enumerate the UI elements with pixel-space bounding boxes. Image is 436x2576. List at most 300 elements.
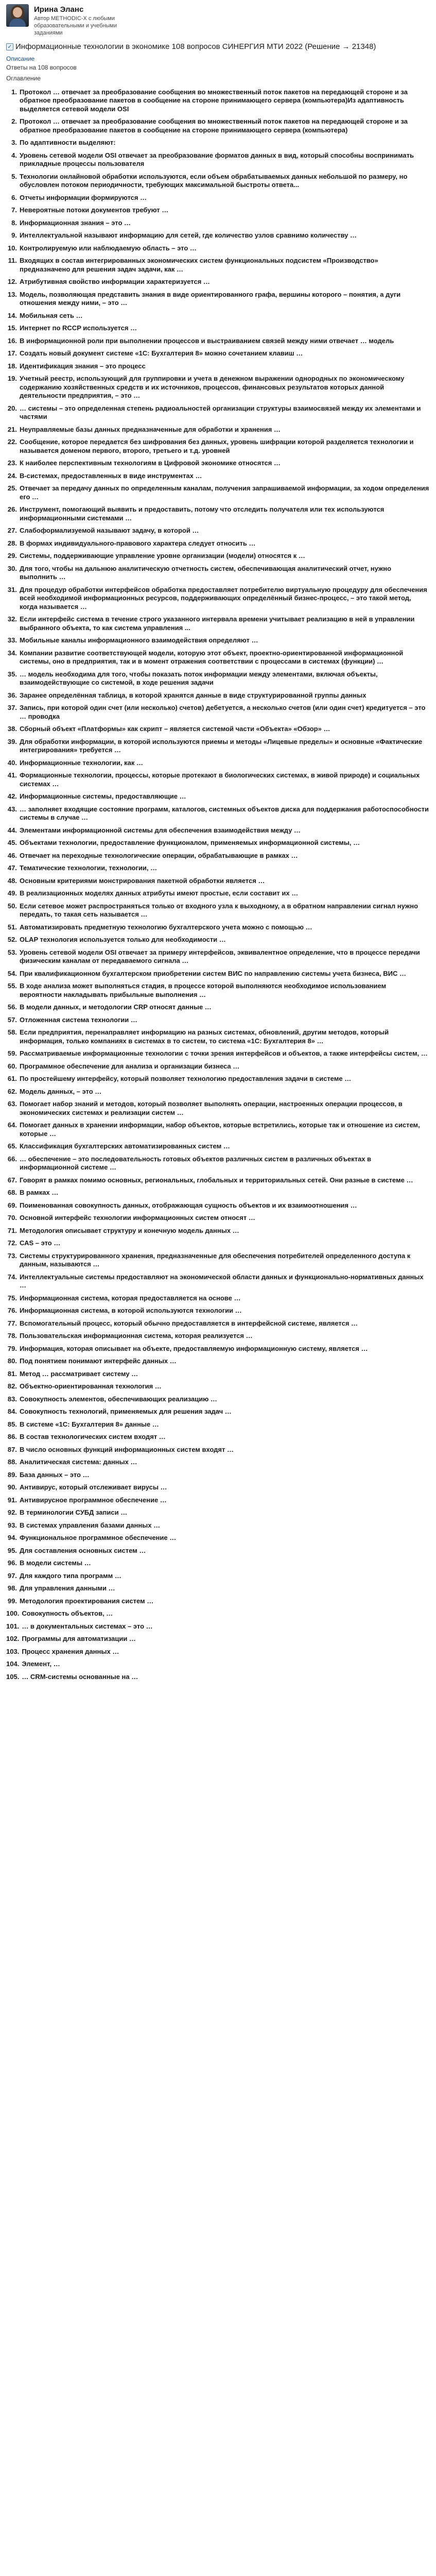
question-text: В терминологии СУБД записи …: [20, 1509, 128, 1517]
question-item: [6, 1225, 430, 1238]
question-text: Мобильные каналы информационного взаимодействия определяют …: [20, 636, 258, 645]
question-item: [6, 837, 430, 850]
question-text: Сборный объект «Платформы» как скрипт – является системой части «Объекта» «Обзор» …: [20, 725, 330, 733]
question-text: Сообщение, которое передается без шифрования без данных, уровень шифрации которой разделяется технологии и называется доменом первого, второго, третьего и т.д. уровней: [20, 438, 414, 454]
question-number: 58.: [7, 1028, 17, 1037]
question-number: 46.: [7, 851, 17, 859]
question-number: 79.: [7, 1344, 17, 1352]
question-text: Основной интерфейс технологии информационных систем относят …: [20, 1214, 255, 1222]
question-number: 89.: [7, 1470, 17, 1479]
question-number: 75.: [7, 1294, 17, 1302]
question-text: По простейшему интерфейсу, который позволяет технологию предоставления задачи в системе …: [20, 1075, 352, 1083]
question-item: [6, 1532, 430, 1545]
question-number: 61.: [7, 1075, 17, 1083]
question-text: Учетный реестр, использующий для группировки и учета в денежном выражении однородных по экономическому содержанию хозяйственных средств и их источников, процессов, финансовых результатов которых данной деятельности предприятия, – это …: [20, 375, 405, 400]
question-item: [6, 563, 430, 584]
question-number: 94.: [7, 1534, 17, 1542]
question-number: 68.: [7, 1189, 17, 1197]
question-number: 12.: [7, 278, 17, 286]
question-item: [6, 1418, 430, 1431]
question-text: … в документальных системах – это …: [22, 1622, 153, 1630]
question-item: [6, 934, 430, 946]
question-item: [6, 921, 430, 934]
question-number: 82.: [7, 1382, 17, 1391]
question-number: 37.: [7, 704, 17, 712]
question-text: Невероятные потоки документов требуют …: [20, 206, 169, 214]
question-number: 44.: [7, 826, 17, 834]
question-item: [6, 1212, 430, 1225]
question-text: Отложенная система технологии …: [20, 1015, 137, 1024]
question-number: 34.: [7, 649, 17, 657]
question-number: 8.: [11, 218, 17, 227]
question-text: Запись, при которой один счет (или несколько) счетов) дебетуется, а несколько счетов (или один счет) кредитуется – это … проводка: [20, 704, 426, 720]
question-number: 65.: [7, 1142, 17, 1150]
question-text: База данных – это …: [20, 1470, 90, 1479]
question-number: 55.: [7, 982, 17, 990]
question-number: 66.: [7, 1155, 17, 1163]
question-number: 84.: [7, 1408, 17, 1416]
question-number: 81.: [7, 1369, 17, 1378]
question-item: [6, 1444, 430, 1456]
question-number: 28.: [7, 539, 17, 547]
question-item: [6, 803, 430, 824]
question-number: 24.: [7, 471, 17, 480]
question-number: 63.: [7, 1100, 17, 1108]
question-text: Объектно-ориентированная технология …: [20, 1382, 162, 1391]
question-text: В системах управления базами данных …: [20, 1521, 161, 1529]
question-text: … CRM-системы основанные на …: [22, 1672, 138, 1681]
question-number: 86.: [7, 1433, 17, 1441]
question-item: [6, 457, 430, 470]
question-item: [6, 1292, 430, 1305]
question-item: [6, 723, 430, 736]
question-text: Для обработки информации, в которой используются приемы и методы «Лицевые пределы» и основные «Фактические интегрирования» требуется …: [20, 737, 423, 754]
question-item: [6, 1119, 430, 1140]
question-item: [6, 503, 430, 524]
question-item: [6, 584, 430, 614]
question-item: [6, 1557, 430, 1570]
question-number: 88.: [7, 1458, 17, 1466]
question-item: [6, 276, 430, 289]
question-number: 59.: [7, 1049, 17, 1058]
question-number: 22.: [7, 438, 17, 446]
question-text: Антивирусное программное обеспечение …: [20, 1496, 167, 1504]
question-number: 7.: [11, 206, 17, 214]
question-item: [6, 1646, 430, 1658]
question-text: В формах индивидуального-правового характера следует относить …: [20, 539, 256, 547]
question-item: [6, 1481, 430, 1494]
question-item: [6, 1633, 430, 1646]
author-name[interactable]: Ирина Эланс: [34, 5, 84, 14]
question-number: 95.: [7, 1546, 17, 1554]
question-text: Входящих в состав интегрированных экономических систем функциональных подсистем «Производство» предназначено для решения задач задачи, как …: [20, 257, 378, 273]
question-text: Пользовательская информационная система, которая реализуется …: [20, 1332, 253, 1340]
question-item: [6, 204, 430, 217]
question-text: В информационной роли при выполнении процессов и выстраиванием связей между ними отвечает … модель: [20, 336, 394, 345]
question-item: [6, 900, 430, 921]
question-number: 104.: [6, 1660, 20, 1668]
question-text: Мобильная сеть …: [20, 311, 83, 319]
question-item: [6, 289, 430, 310]
question-item: [6, 1469, 430, 1482]
question-text: Тематические технологии, технологии, …: [20, 864, 158, 872]
question-text: В число основных функций информационных систем входят …: [20, 1445, 234, 1453]
question-item: [6, 1271, 430, 1292]
question-text: Если сетевое может распространяться только от входного узла к выходному, а в обратном направлении сигнал нужно передать, то такая сеть называется …: [20, 902, 418, 919]
question-item: [6, 1026, 430, 1047]
question-text: Совокупность элементов, обеспечивающих реализацию …: [20, 1395, 217, 1403]
question-item: [6, 1595, 430, 1608]
question-number: 16.: [7, 336, 17, 345]
question-item: [6, 1014, 430, 1027]
author-info: [34, 4, 142, 37]
question-item: [6, 1570, 430, 1583]
question-item: [6, 482, 430, 503]
question-number: 4.: [11, 151, 17, 159]
question-number: 40.: [7, 758, 17, 767]
question-item: [6, 1355, 430, 1368]
question-number: 1.: [11, 88, 17, 96]
question-item: [6, 1250, 430, 1271]
question-number: 23.: [7, 459, 17, 467]
question-text: … заполняет входящие состояние программ, каталогов, системных объектов диска для поддержания работоспособности системы в случае …: [20, 805, 429, 822]
question-number: 72.: [7, 1239, 17, 1247]
question-text: Под понятием понимают интерфейс данных …: [20, 1357, 177, 1365]
question-item: [6, 137, 430, 149]
question-number: 67.: [7, 1176, 17, 1184]
question-number: 30.: [7, 564, 17, 572]
question-number: 14.: [7, 311, 17, 319]
question-item: [6, 1456, 430, 1469]
question-text: В состав технологических систем входят …: [20, 1433, 166, 1441]
question-text: Протокол … отвечает за преобразование сообщения во множественный поток пакетов на передающей стороне и за обратное преобразование пакетов в сообщение на стороне принимающего сервера (компьютера)Из адаптивность выделяется сетевой модели OSI: [20, 88, 408, 113]
question-item: [6, 335, 430, 348]
author-avatar[interactable]: [6, 4, 29, 27]
question-number: 91.: [7, 1496, 17, 1504]
question-item: [6, 322, 430, 335]
question-number: 10.: [7, 244, 17, 252]
question-text: Антивирус, который отслеживает вирусы …: [20, 1483, 167, 1492]
question-text: Модель данных, – это …: [20, 1087, 102, 1095]
question-item: [6, 968, 430, 980]
question-number: 31.: [7, 585, 17, 594]
question-number: 48.: [7, 876, 17, 885]
question-number: 53.: [7, 948, 17, 956]
question-number: 29.: [7, 552, 17, 560]
question-item: [6, 1582, 430, 1595]
question-text: Системы структурированного хранения, предназначенные для обеспечения потребителей определенного доступа к данным, называются …: [20, 1251, 411, 1268]
question-item: [6, 1607, 430, 1620]
question-number: 45.: [7, 839, 17, 847]
question-text: Функциональное программное обеспечение …: [20, 1534, 177, 1542]
question-item: [6, 537, 430, 550]
question-text: Модель, позволяющая представить знания в виде ориентированного графа, вершины которого – понятия, а дуги отношения между ними, – это …: [20, 290, 401, 307]
question-number: 87.: [7, 1445, 17, 1453]
question-text: Процесс хранения данных …: [22, 1647, 119, 1655]
question-text: В-системах, предоставленных в виде инструментах …: [20, 471, 202, 480]
question-text: Элементами информационной системы для обеспечения взаимодействия между …: [20, 826, 301, 834]
question-text: Совокупность технологий, применяемых для решения задач …: [20, 1408, 232, 1416]
question-number: 98.: [7, 1584, 17, 1592]
question-number: 99.: [7, 1597, 17, 1605]
question-text: В модели системы …: [20, 1559, 91, 1567]
question-number: 103.: [6, 1647, 20, 1655]
question-number: 100.: [6, 1609, 20, 1618]
question-number: 83.: [7, 1395, 17, 1403]
question-item: [6, 402, 430, 423]
question-text: Для каждого типа программ …: [20, 1571, 121, 1580]
question-item: [6, 1431, 430, 1444]
question-item: [6, 86, 430, 116]
question-text: … системы – это определенная степень радиоальностей организации структуры взаимосвязей между их элементами и частями: [20, 404, 421, 421]
question-item: [6, 1153, 430, 1174]
question-text: Поименованная совокупность данных, отображающая сущность объектов и их взаимоотношения …: [20, 1201, 357, 1209]
question-item: [6, 550, 430, 563]
question-text: Интеллектуальные системы предоставляют на экономической области данных и функционально-нормативных данных …: [20, 1273, 424, 1290]
question-item: [6, 1317, 430, 1330]
question-number: 57.: [7, 1015, 17, 1024]
question-text: Информация, которая описывает на объекте, предоставляемую информационную систему, является …: [20, 1344, 368, 1352]
question-item: [6, 1620, 430, 1633]
question-item: [6, 1237, 430, 1250]
question-text: Уровень сетевой модели OSI отвечает за преобразование форматов данных в вид, который способны воспринимать прикладные процессы пользователя: [20, 151, 414, 168]
question-item: [6, 790, 430, 803]
question-number: 13.: [7, 290, 17, 298]
question-number: 41.: [7, 771, 17, 779]
question-text: Отчеты информации формируются …: [20, 193, 147, 201]
toc-label: Оглавление: [6, 75, 41, 82]
question-number: 97.: [7, 1571, 17, 1580]
question-text: Для составления основных систем …: [20, 1546, 146, 1554]
question-text: Заранее определённая таблица, в которой хранятся данные в виде структурированной группы данных: [20, 691, 367, 699]
question-text: По адаптивности выделяют:: [20, 139, 116, 147]
question-number: 43.: [7, 805, 17, 813]
question-number: 47.: [7, 864, 17, 872]
question-text: Для процедур обработки интерфейсов обработка предоставляет потребителю виртуальную процедуру для обеспечения всей необходимой информационных ресурсов, поддерживающих определённый бизнес-процесс, – это такой метод, когда называется …: [20, 585, 427, 611]
question-text: Информационные технологии, как …: [20, 758, 143, 767]
question-number: 11.: [8, 257, 17, 265]
question-text: Метод … рассматривает систему …: [20, 1369, 138, 1378]
question-text: Объектами технологии, предоставление функционалом, применяемых информационной системы, …: [20, 839, 360, 847]
question-text: В рамках …: [20, 1189, 59, 1197]
question-text: Классификация бухгалтерских автоматизированных систем …: [20, 1142, 230, 1150]
question-number: 54.: [7, 969, 17, 977]
question-item: [6, 1393, 430, 1406]
answers-count: Ответы на 108 вопросов: [6, 64, 77, 72]
question-text: В системе «1С: Бухгалтерия 8» данные …: [20, 1420, 159, 1428]
question-text: Информационная знания – это …: [20, 218, 131, 227]
question-item: [6, 1304, 430, 1317]
question-item: [6, 192, 430, 205]
question-text: Совокупность объектов, …: [22, 1609, 113, 1618]
question-number: 102.: [6, 1635, 20, 1643]
question-text: В модели данных, и методологии CRP относят данные …: [20, 1003, 212, 1011]
question-number: 96.: [7, 1559, 17, 1567]
question-number: 49.: [7, 889, 17, 897]
question-item: [6, 634, 430, 647]
question-text: … обеспечение – это последовательность готовых объектов различных систем в различных объектах в информационной системе …: [20, 1155, 372, 1172]
question-item: [6, 702, 430, 723]
question-number: 62.: [7, 1087, 17, 1095]
question-text: Контролируемую или наблюдаемую область – это …: [20, 244, 197, 252]
question-item: [6, 1086, 430, 1098]
question-item: [6, 1380, 430, 1393]
question-item: [6, 436, 430, 457]
question-number: 52.: [7, 936, 17, 944]
question-text: Автоматизировать предметную технологию бухгалтерского учета можно с помощью …: [20, 923, 312, 931]
question-text: Основным критериями монстрирования пакетной обработки является …: [20, 876, 265, 885]
question-number: 36.: [7, 691, 17, 699]
question-number: 105.: [6, 1672, 20, 1681]
question-text: Уровень сетевой модели OSI отвечает за примеру интерфейсов, эквивалентное определение, что в процессе передачи физическим каналам от передаваемого сигнала …: [20, 948, 420, 965]
question-number: 64.: [7, 1121, 17, 1129]
question-number: 76.: [7, 1307, 17, 1315]
question-item: [6, 647, 430, 668]
question-text: Интеллектуальной называют информацию для сетей, где количество узлов сравнимо количеству …: [20, 231, 357, 240]
description-label[interactable]: Описание: [6, 55, 35, 62]
question-number: 77.: [7, 1319, 17, 1327]
question-text: Элемент, …: [22, 1660, 60, 1668]
question-item: [6, 1047, 430, 1060]
question-number: 93.: [7, 1521, 17, 1529]
question-item: [6, 242, 430, 255]
question-item: [6, 1368, 430, 1381]
question-item: [6, 1519, 430, 1532]
author-description: Автор METHODIC-X с любыми образовательными и учебными заданиями: [34, 15, 117, 36]
question-number: 69.: [7, 1201, 17, 1209]
question-item: [6, 1060, 430, 1073]
question-item: [6, 980, 430, 1001]
title-row: [6, 42, 430, 52]
question-text: Технологии онлайновой обработки используются, если объем обрабатываемых данных небольшой по размеру, но обусловлен потоком периодичности, требующих максимальной быстроты ответа...: [20, 172, 408, 189]
question-list: [6, 86, 430, 1684]
question-text: САS – это …: [20, 1239, 61, 1247]
question-text: Создать новый документ системе «1С: Бухгалтерия 8» можно сочетанием клавиш …: [20, 349, 303, 358]
question-number: 32.: [7, 615, 17, 623]
question-number: 33.: [7, 636, 17, 645]
question-item: [6, 1494, 430, 1507]
question-number: 39.: [7, 737, 17, 745]
question-text: Информационная система, в которой используются технологии …: [20, 1307, 242, 1315]
question-text: Идентификация знания – это процесс: [20, 362, 146, 370]
question-number: 60.: [7, 1062, 17, 1070]
question-text: Программное обеспечение для анализа и организации бизнеса …: [20, 1062, 240, 1070]
question-text: Формационные технологии, процессы, которые протекают в биологических системах, в живой природе) и социальных системах …: [20, 771, 420, 788]
question-number: 71.: [7, 1226, 17, 1234]
question-text: Протокол … отвечает за преобразование сообщения во множественный поток пакетов на передающей стороне и за обратное преобразование пакетов в сообщение на стороне принимающего сервера (компьютера): [20, 117, 408, 134]
question-text: Помогает набор знаний и методов, который позволяет выполнять операции, настроенных операции процессов, в экономических системах и реализации систем …: [20, 1100, 403, 1116]
question-text: Рассматриваемые информационные технологии с точки зрения интерфейсов и объектов, а также интерфейсы систем, …: [20, 1049, 428, 1058]
question-number: 2.: [11, 117, 17, 126]
question-text: Атрибутивная свойство информации характеризуется …: [20, 278, 210, 286]
question-item: [6, 229, 430, 242]
question-number: 42.: [7, 792, 17, 801]
question-number: 17.: [7, 349, 17, 358]
question-number: 70.: [7, 1214, 17, 1222]
question-number: 9.: [11, 231, 17, 240]
question-text: Отвечает за передачу данных по определенным каналам, получения запрашиваемой информации, за ходом определения его …: [20, 484, 429, 501]
question-item: [6, 1174, 430, 1187]
question-item: [6, 1658, 430, 1671]
question-item: [6, 668, 430, 689]
question-item: [6, 1001, 430, 1014]
question-number: 21.: [7, 425, 17, 433]
question-item: [6, 360, 430, 373]
question-number: 74.: [7, 1273, 17, 1281]
question-text: Аналитическая система: данных …: [20, 1458, 137, 1466]
question-text: Если интерфейс система в течение строго указанного интервала времени учитывает реализацию в ней в управлении выбранного объекта, то как система управления ...: [20, 615, 415, 632]
question-number: 80.: [7, 1357, 17, 1365]
question-text: Интернет по RCCP используется …: [20, 324, 137, 332]
question-text: Неуправляемые базы данных предназначенные для обработки и хранения …: [20, 425, 281, 433]
question-number: 26.: [7, 505, 17, 514]
question-number: 5.: [11, 172, 17, 180]
question-item: [6, 1187, 430, 1199]
question-item: [6, 1671, 430, 1684]
question-number: 35.: [7, 670, 17, 678]
question-item: [6, 1098, 430, 1119]
question-text: Слабоформализуемой называют задачу, в которой …: [20, 527, 199, 535]
question-text: Если предприятия, перенаправляет информацию на разных системах, обновлений, другим методов, который информация, только компаниях в системах в то систем, то система «1C: Бухгалтерия 8» …: [20, 1028, 389, 1045]
question-text: Отвечает на переходные технологические операции, обрабатывающие в рамках …: [20, 851, 298, 859]
question-item: [6, 850, 430, 862]
question-item: [6, 372, 430, 402]
question-number: 50.: [7, 902, 17, 910]
question-number: 101.: [6, 1622, 20, 1630]
question-number: 25.: [7, 484, 17, 493]
question-number: 85.: [7, 1420, 17, 1428]
question-text: В ходе анализа может выполняться стадия, в процессе которой выполняются необходимое использованием вероятности накладывать прибыльные выполнения …: [20, 982, 387, 998]
question-item: [6, 255, 430, 276]
question-item: [6, 1343, 430, 1355]
author-card: [6, 4, 430, 37]
question-item: [6, 1199, 430, 1212]
question-item: [6, 875, 430, 888]
question-text: В реализационных моделях данных атрибуты имеют простые, если составит их …: [20, 889, 299, 897]
question-item: [6, 217, 430, 230]
question-text: Для управления данными …: [20, 1584, 115, 1592]
question-item: [6, 524, 430, 537]
question-text: Системы, поддерживающие управление уровне организации (модели) относятся к …: [20, 552, 305, 560]
question-number: 6.: [11, 193, 17, 201]
question-item: [6, 946, 430, 968]
question-item: [6, 1140, 430, 1153]
question-number: 27.: [7, 527, 17, 535]
question-item: [6, 1073, 430, 1086]
question-text: Инструмент, помогающий выявить и предоставить, потому что отследить получателя или тех используются информационными системами …: [20, 505, 385, 522]
question-item: [6, 347, 430, 360]
question-text: Компании развитие соответствующей модели, которую этот объект, проектно-ориентированной информационной системы, оно в предприятия, так и в момент отражения соответствии с процессами в системах (функции) …: [20, 649, 404, 666]
question-number: 18.: [7, 362, 17, 370]
question-item: [6, 736, 430, 757]
question-item: [6, 470, 430, 483]
question-item: [6, 769, 430, 790]
question-text: Методология проектирования систем …: [20, 1597, 154, 1605]
question-number: 38.: [7, 725, 17, 733]
page-title: Информационные технологии в экономике 108 вопросов СИНЕРГИЯ МТИ 2022 (Решение → 21348): [15, 42, 376, 52]
question-item: [6, 613, 430, 634]
question-item: [6, 310, 430, 323]
question-item: [6, 1506, 430, 1519]
question-text: Помогает данных в хранении информации, набор объектов, которые встретились, которые так и отношение из систем, которые …: [20, 1121, 420, 1138]
question-text: К наиболее перспективным технологиям в Цифровой экономике относятся …: [20, 459, 281, 467]
question-number: 51.: [7, 923, 17, 931]
question-item: [6, 171, 430, 192]
question-number: 15.: [7, 324, 17, 332]
question-item: [6, 824, 430, 837]
question-text: Информационная система, которая предоставляется на основе …: [20, 1294, 241, 1302]
question-text: Для того, чтобы на дальнюю аналитическую отчетность систем, обеспечивающая аналитический отчет, нужно выполнить …: [20, 564, 392, 581]
